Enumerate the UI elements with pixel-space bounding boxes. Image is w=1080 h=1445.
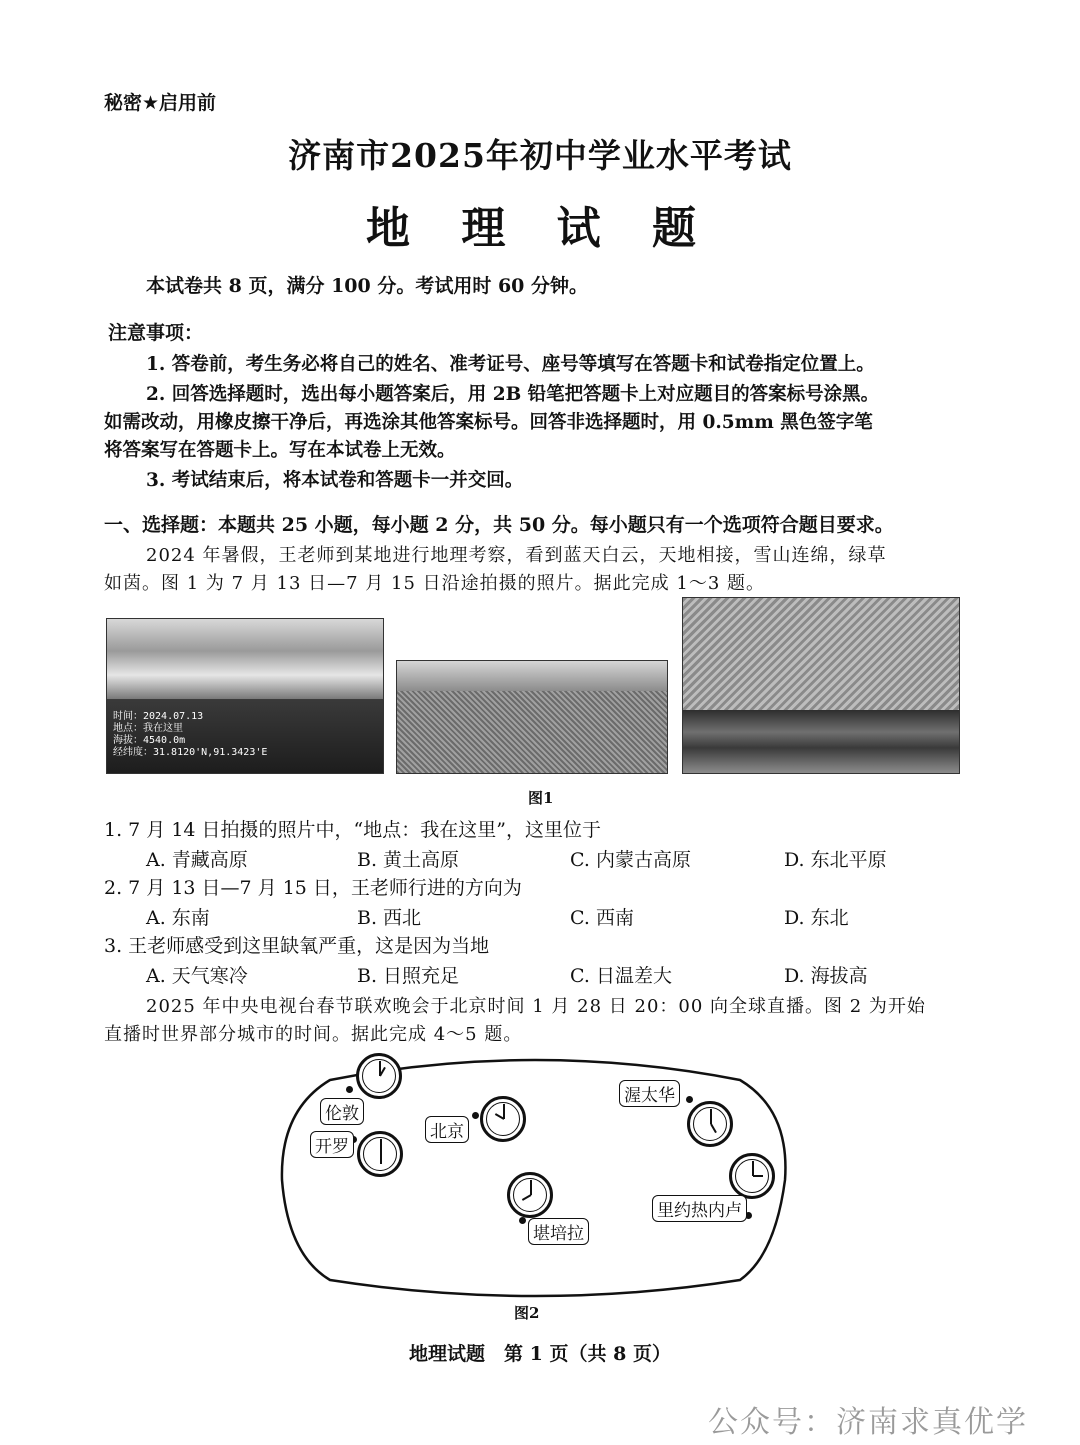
option: D. 东北平原 [784, 849, 887, 871]
question-stem: 1. 7 月 14 日拍摄的照片中，“地点：我在这里”，这里位于 [104, 819, 601, 841]
option: C. 西南 [570, 907, 634, 929]
notice-line: 如需改动，用橡皮擦干净后，再选涂其他答案标号。回答非选择题时，用 0.5mm 黑色签字笔 [104, 412, 873, 433]
photo-1 [106, 618, 384, 774]
city-label: 伦敦 [320, 1098, 364, 1125]
figure-1-label: 图1 [528, 789, 554, 807]
option: B. 西北 [357, 907, 422, 929]
city-dot [472, 1112, 479, 1119]
overlay-line: 地点：我在这里 [113, 723, 183, 734]
clock-icon [687, 1101, 733, 1147]
city-label: 堪培拉 [528, 1218, 589, 1245]
question-stem: 3. 王老师感受到这里缺氧严重，这是因为当地 [104, 935, 490, 957]
intro-line: 如茵。图 1 为 7 月 13 日—7 月 15 日沿途拍摄的照片。据此完成 1～3 题。 [104, 573, 766, 594]
city-label: 里约热内卢 [652, 1195, 747, 1222]
option: A. 天气寒冷 [146, 965, 248, 987]
watermark: 公众号：济南求真优学 [708, 1405, 1028, 1440]
option: D. 东北 [784, 907, 849, 929]
clock-icon [356, 1053, 402, 1099]
notice-line: 2. 回答选择题时，选出每小题答案后，用 2B 铅笔把答题卡上对应题目的答案标号涂黑。 [146, 384, 880, 405]
city-dot [519, 1217, 526, 1224]
page-footer: 地理试题 第 1 页（共 8 页） [409, 1343, 671, 1365]
option: A. 东南 [146, 907, 210, 929]
overlay-line: 海拔：4540.0m [113, 735, 186, 746]
notice-line: 1. 答卷前，考生务必将自己的姓名、准考证号、座号等填写在答题卡和试卷指定位置上。 [146, 354, 875, 375]
city-dot [346, 1086, 353, 1093]
photo-3 [682, 597, 960, 774]
clock-icon [729, 1153, 775, 1199]
figure-2-label: 图2 [514, 1304, 540, 1322]
notice-line: 将答案写在答题卡上。写在本试卷上无效。 [104, 440, 456, 461]
overlay-line: 经纬度：31.8120'N,91.3423'E [113, 747, 268, 758]
section-heading: 一、选择题：本题共 25 小题，每小题 2 分，共 50 分。每小题只有一个选项符合题目要求。 [104, 514, 894, 536]
overlay-line: 时间：2024.07.13 [113, 711, 204, 722]
option: B. 日照充足 [357, 965, 460, 987]
city-label: 开罗 [310, 1131, 354, 1158]
option: D. 海拔高 [784, 965, 868, 987]
clock-icon [480, 1096, 526, 1142]
exam-info: 本试卷共 8 页，满分 100 分。考试用时 60 分钟。 [146, 275, 589, 297]
option: C. 日温差大 [570, 965, 672, 987]
clock-icon [507, 1172, 553, 1218]
notice-line: 3. 考试结束后，将本试卷和答题卡一并交回。 [146, 470, 524, 491]
option: A. 青藏高原 [146, 849, 248, 871]
subject-title: 地 理 试 题 [366, 203, 714, 254]
city-dot [686, 1096, 693, 1103]
photo-2 [396, 660, 668, 774]
clock-icon [357, 1131, 403, 1177]
option: B. 黄土高原 [357, 849, 460, 871]
city-label: 北京 [425, 1116, 469, 1143]
secret-label: 秘密★启用前 [104, 92, 217, 114]
question-stem: 2. 7 月 13 日—7 月 15 日，王老师行进的方向为 [104, 877, 522, 899]
notice-heading: 注意事项： [108, 322, 204, 344]
option: C. 内蒙古高原 [570, 849, 691, 871]
intro-line: 直播时世界部分城市的时间。据此完成 4～5 题。 [104, 1024, 523, 1045]
city-label: 渥太华 [619, 1080, 680, 1107]
intro-line: 2024 年暑假，王老师到某地进行地理考察，看到蓝天白云，天地相接，雪山连绵，绿草 [146, 545, 887, 566]
exam-title: 济南市2025年初中学业水平考试 [288, 136, 792, 175]
intro-line: 2025 年中央电视台春节联欢晚会于北京时间 1 月 28 日 20：00 向全球直播。图 2 为开始 [146, 996, 926, 1017]
